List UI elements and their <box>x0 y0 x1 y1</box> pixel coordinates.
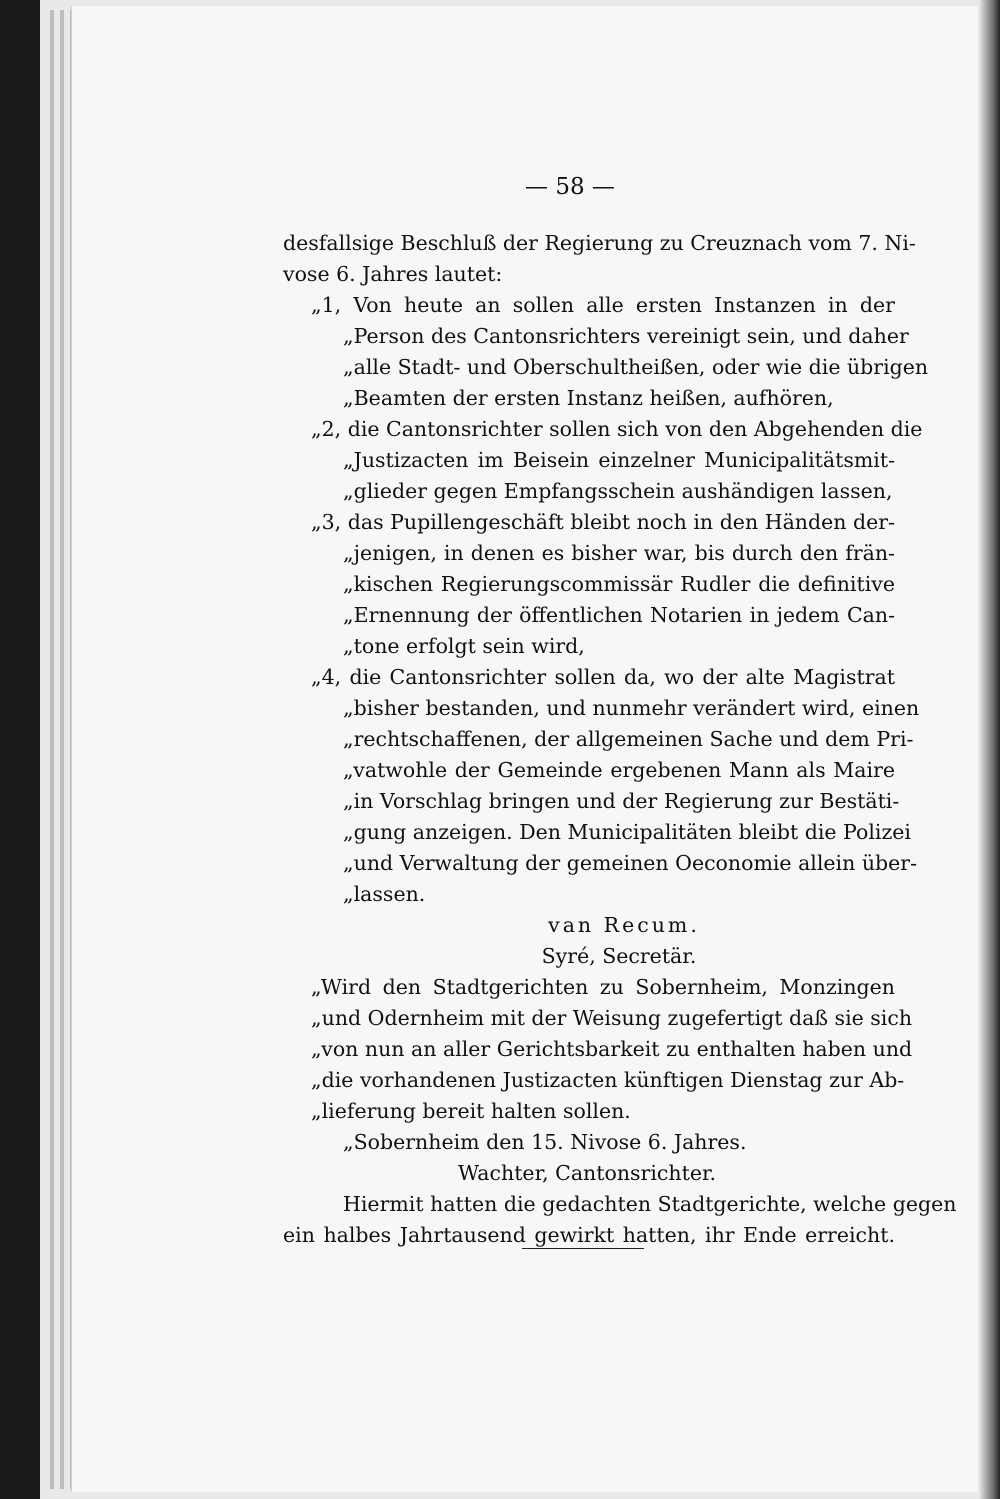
text-line: „3, das Pupillengeschäft bleibt noch in den Händen der- <box>311 510 895 534</box>
text-line: „gung anzeigen. Den Municipalitäten bleibt die Polizei <box>343 820 911 844</box>
text-line: Syré, Secretär. <box>541 944 697 968</box>
text-line: „1, Von heute an sollen alle ersten Instanzen in der <box>311 293 895 317</box>
page-number: — 58 — <box>525 174 615 200</box>
text-line: „lieferung bereit halten sollen. <box>311 1099 631 1123</box>
text-line: „Ernennung der öffentlichen Notarien in jedem Can- <box>343 603 895 627</box>
text-line: ein halbes Jahrtausend gewirkt hatten, ihr Ende erreicht. <box>283 1223 895 1247</box>
text-line: „Beamten der ersten Instanz heißen, aufhören, <box>343 386 834 410</box>
page-edge <box>50 10 54 1489</box>
text-line: „vatwohle der Gemeinde ergebenen Mann als Maire <box>343 758 895 782</box>
text-line: Wachter, Cantonsrichter. <box>458 1161 717 1185</box>
text-line: „Wird den Stadtgerichten zu Sobernheim, Monzingen <box>311 975 895 999</box>
text-line: „jenigen, in denen es bisher war, bis durch den frän- <box>343 541 895 565</box>
text-line: „von nun an aller Gerichtsbarkeit zu enthalten haben und <box>311 1037 913 1061</box>
text-line: „die vorhandenen Justizacten künftigen Dienstag zur Ab- <box>311 1068 905 1092</box>
text-line: „und Verwaltung der gemeinen Oeconomie allein über- <box>343 851 918 875</box>
text-line: „in Vorschlag bringen und der Regierung zur Bestäti- <box>343 789 900 813</box>
text-line: „lassen. <box>343 882 426 906</box>
text-line: „4, die Cantonsrichter sollen da, wo der alte Magistrat <box>311 665 895 689</box>
body-text <box>283 228 957 1251</box>
text-line: „glieder gegen Empfangsschein aushändigen lassen, <box>343 479 893 503</box>
page-edge <box>60 10 64 1489</box>
text-line: „Sobernheim den 15. Nivose 6. Jahres. <box>343 1130 747 1154</box>
text-line: „Person des Cantonsrichters vereinigt sein, und daher <box>343 324 909 348</box>
text-line: desfallsige Beschluß der Regierung zu Creuznach vom 7. Ni- <box>283 231 916 255</box>
end-rule <box>522 1248 644 1249</box>
text-line: „2, die Cantonsrichter sollen sich von den Abgehenden die <box>311 417 923 441</box>
text-line: vose 6. Jahres lautet: <box>283 262 503 286</box>
text-line: van Recum. <box>548 913 700 937</box>
text-line: „rechtschaffenen, der allgemeinen Sache und dem Pri- <box>343 727 914 751</box>
text-line: „tone erfolgt sein wird, <box>343 634 585 658</box>
text-line: „und Odernheim mit der Weisung zugefertigt daß sie sich <box>311 1006 913 1030</box>
text-line: „kischen Regierungscommissär Rudler die definitive <box>343 572 895 596</box>
page-binding-shadow <box>978 0 1000 1499</box>
text-line: „Justizacten im Beisein einzelner Municipalitätsmit- <box>343 448 895 472</box>
text-line: „alle Stadt- und Oberschultheißen, oder wie die übrigen <box>343 355 929 379</box>
text-line: „bisher bestanden, und nunmehr verändert wird, einen <box>343 696 920 720</box>
text-line: Hiermit hatten die gedachten Stadtgerichte, welche gegen <box>343 1192 957 1216</box>
